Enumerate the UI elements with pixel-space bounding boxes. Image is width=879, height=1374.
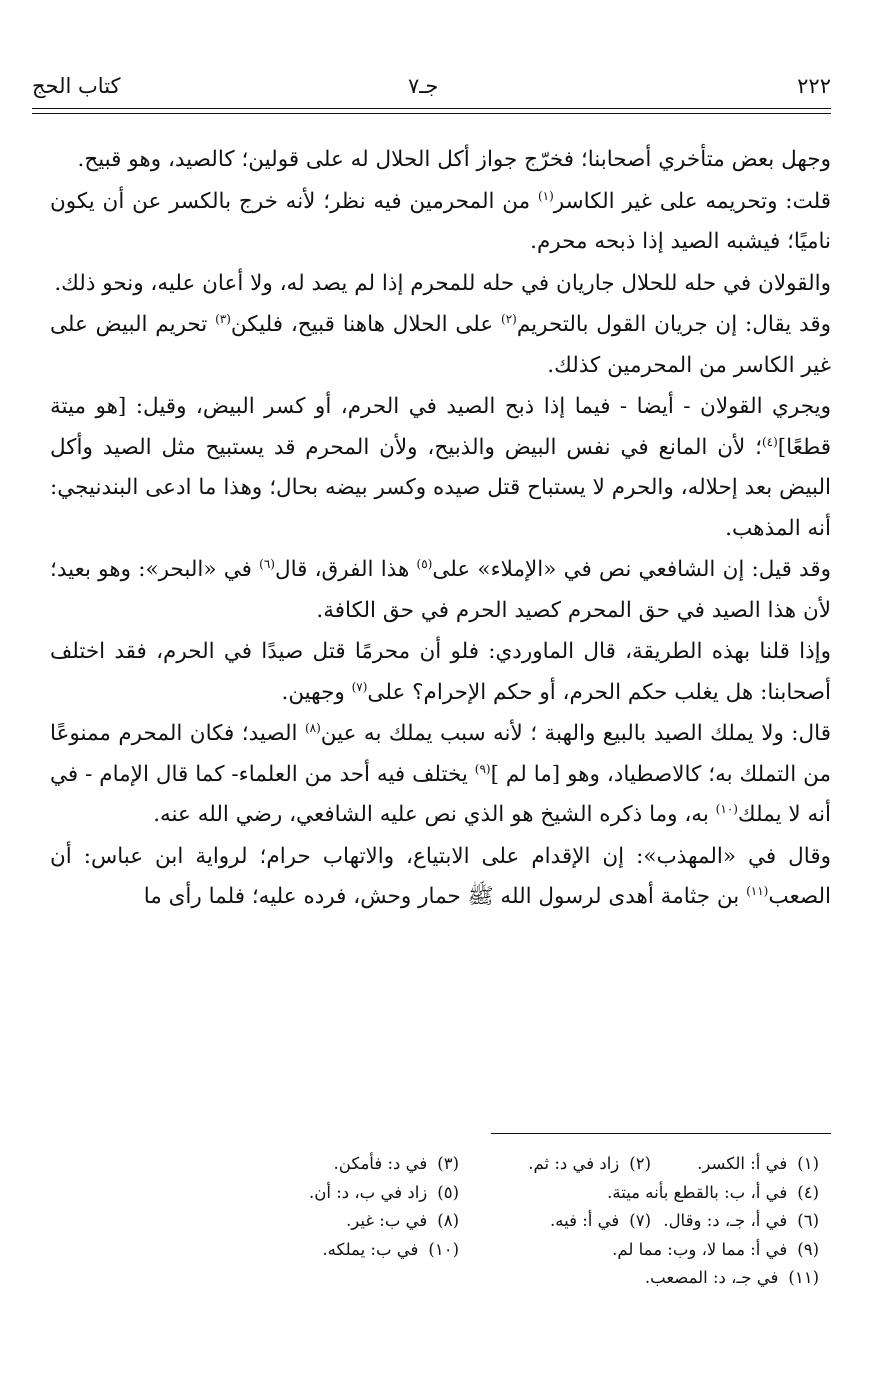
paragraph — [50, 305, 831, 386]
footnote-ref: (١١) — [746, 883, 769, 898]
footnote-number: (٧) — [629, 1211, 651, 1230]
text-run: يختلف فيه أحد من العلماء- كما قال الإمام - في أنه لا يملك — [50, 761, 831, 827]
header-rule-inner — [32, 113, 831, 114]
footnote-row — [150, 1236, 819, 1265]
footnote-ref: (١) — [537, 188, 554, 203]
text-run: من المحرمين فيه نظر؛ لأنه خرج بالكسر عن أن يكون ناميًا؛ فيشبه الصيد إذا ذبحه محرم. — [50, 188, 831, 254]
footnote-text: في أ: الكسر. — [697, 1154, 788, 1173]
main-text — [50, 140, 831, 919]
footnote-text: في أ: مما لا، وب: مما لم. — [612, 1239, 788, 1259]
footnote-text: زاد في ب، د: أن. — [309, 1182, 428, 1202]
footnote-number: (٩) — [797, 1239, 819, 1259]
footnote-separator — [491, 1133, 831, 1134]
text-run: به، وما ذكره الشيخ هو الذي نص عليه الشافعي، رضي الله عنه. — [153, 802, 716, 827]
footnote-text: في ب: غير. — [346, 1211, 428, 1230]
footnote — [663, 1207, 819, 1236]
footnote-text: في د: فأمكن. — [333, 1154, 428, 1173]
footnote-row — [150, 1207, 819, 1236]
footnote-ref: (١٠) — [715, 801, 738, 816]
paragraph — [50, 387, 831, 549]
footnote-text: زاد في د: ثم. — [528, 1154, 620, 1173]
footnote — [612, 1236, 819, 1265]
book-title: كتاب الحج — [32, 74, 121, 98]
page-number: ٢٢٢ — [797, 74, 831, 98]
paragraph — [50, 632, 831, 713]
running-header — [32, 68, 831, 108]
text-run: وقد قيل: إن الشافعي نص في «الإملاء» على — [432, 557, 831, 582]
text-run: وقال في «المهذب»: إن الإقدام على الابتياع، والاتهاب حرام؛ لرواية ابن عباس: أن الصعب — [50, 843, 831, 909]
text-run: والقولان في حله للحلال جاريان في حله للمحرم إذا لم يصد له، ولا أعان عليه، ونحو ذلك. — [54, 270, 831, 296]
paragraph — [50, 550, 831, 631]
footnote-ref: (٤) — [761, 434, 778, 449]
text-run: وقد يقال: إن جريان القول بالتحريم — [516, 312, 831, 337]
text-run: وجهل بعض متأخري أصحابنا؛ فخرّج جواز أكل الحلال له على قولين؛ كالصيد، وهو قبيح. — [77, 147, 831, 172]
text-run: وجهين. — [281, 679, 352, 705]
text-run: ويجري القولان - أيضا - فيما إذا ذبح الصيد في الحرم، أو كسر البيض، وقيل: [هو ميتة قطعًا] — [50, 394, 831, 460]
footnote — [607, 1179, 819, 1208]
footnote-text: في ب: يملكه. — [322, 1239, 419, 1259]
text-run: بن جثامة أهدى لرسول الله ﷺ حمار وحش، فرده عليه؛ فلما رأى ما — [143, 884, 747, 909]
footnote-text: في جـ، د: المصعب. — [644, 1268, 779, 1287]
footnote-text: في أ، جـ، د: وقال. — [663, 1211, 788, 1230]
footnote-row — [150, 1179, 819, 1208]
footnote-ref: (٦) — [259, 556, 275, 571]
footnote-ref: (٧) — [351, 679, 368, 694]
paragraph — [50, 714, 831, 836]
footnote-number: (٣) — [437, 1154, 459, 1173]
footnote — [528, 1150, 651, 1179]
footnote-ref: (٩) — [474, 761, 491, 776]
footnote — [550, 1207, 651, 1236]
footnote-number: (١١) — [788, 1268, 819, 1287]
footnote-row — [150, 1264, 819, 1293]
text-run: وإذا قلنا بهذه الطريقة، قال الماوردي: فلو أن محرمًا قتل صيدًا في الحرم، فقد اختلف أصحابنا: هل يغلب حكم الحرم، أو حكم الإحرام؟ على — [50, 639, 831, 705]
paragraph — [50, 140, 831, 181]
footnote-row — [150, 1150, 819, 1179]
footnote — [645, 1264, 819, 1293]
footnote-ref: (٢) — [501, 311, 517, 326]
footnote — [334, 1150, 459, 1179]
text-run: تحريم البيض على غير الكاسر من المحرمين كذلك. — [50, 312, 831, 378]
text-run: على الحلال هاهنا قبيح، فليكن — [230, 312, 502, 337]
text-run: هذا الفرق، قال — [274, 557, 417, 582]
volume-label: جـ٧ — [408, 74, 439, 98]
header-rule — [32, 108, 831, 109]
footnote-number: (٥) — [437, 1182, 459, 1202]
paragraph — [50, 264, 831, 305]
text-run: ؛ لأن المانع في نفس البيض والذبيح، ولأن المحرم قد يستبيح مثل الصيد وأكل البيض بعد إحلاله، والحرم لا يستباح قتل صيده وكسر بيضه بحال؛ وهذا ما ادعى البندنيجي: أنه المذهب. — [50, 434, 831, 541]
footnote-number: (٤) — [797, 1182, 819, 1202]
footnote-number: (٦) — [797, 1211, 819, 1230]
footnote — [309, 1179, 459, 1208]
footnote-ref: (٨) — [304, 720, 321, 735]
footnote-ref: (٥) — [416, 556, 433, 571]
text-run: قلت: وتحريمه على غير الكاسر — [553, 188, 831, 214]
footnote-text: في أ، ب: بالقطع بأنه ميتة. — [607, 1182, 788, 1202]
paragraph — [50, 837, 831, 918]
footnote-number: (٨) — [437, 1211, 459, 1230]
paragraph — [50, 182, 831, 263]
footnote-number: (٢) — [629, 1154, 651, 1173]
text-run: في «البحر»: وهو بعيد؛ لأن هذا الصيد في حق المحرم كصيد الحرم في حق الكافة. — [50, 557, 831, 623]
footnote — [322, 1236, 459, 1265]
footnote-ref: (٣) — [215, 311, 231, 326]
footnote — [697, 1150, 819, 1179]
footnotes — [150, 1150, 819, 1293]
text-run: قال: ولا يملك الصيد بالبيع والهبة ؛ لأنه سبب يملك به عين — [320, 721, 831, 746]
footnote-number: (١٠) — [428, 1239, 459, 1259]
footnote-number: (١) — [797, 1154, 819, 1173]
footnote — [346, 1207, 459, 1236]
text-run: الصيد؛ فكان المحرم ممنوعًا من التملك به؛ كالاصطياد، وهو [ما لم ] — [50, 721, 831, 787]
footnote-text: في أ: فيه. — [550, 1211, 620, 1230]
